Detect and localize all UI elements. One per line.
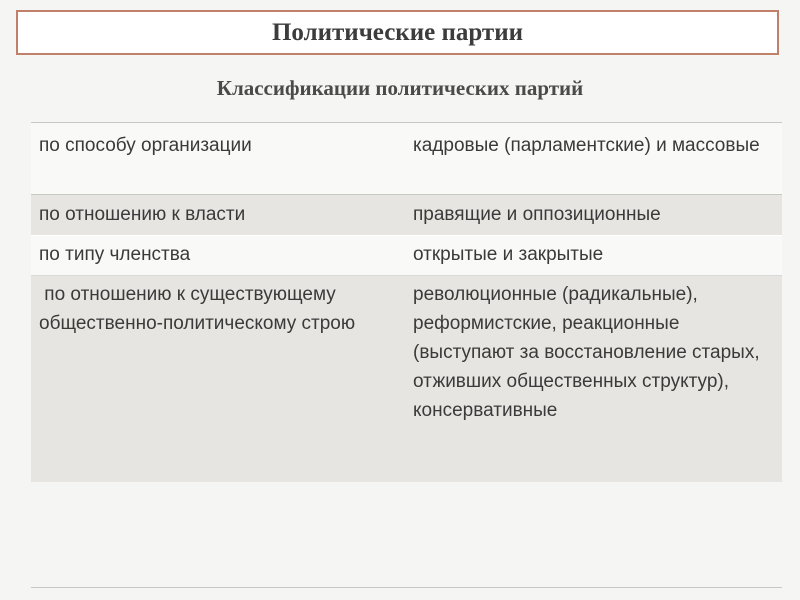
criterion-cell: по способу организации [39,135,252,156]
types-cell: революционные (радикальные), реформистские, реакционные (выступают за восстановление старых, отживших общественных структур), консервативные [413,284,760,421]
types-cell: правящие и оппозиционные [413,204,661,225]
table-bottom-divider [31,587,782,588]
slide-subtitle: Классификации политических партий [216,76,584,100]
table-row [31,195,782,236]
classification-table [31,122,782,482]
slide-title: Политические партии [271,18,524,46]
table-row [31,236,782,276]
table-row [31,276,782,482]
types-cell: открытые и закрытые [413,244,604,265]
table-row [31,122,782,195]
slide-title-box [16,10,779,55]
types-cell: кадровые (парламентские) и массовые [413,135,760,156]
criterion-cell: по отношению к власти [39,204,246,225]
criterion-cell: по типу членства [39,244,191,265]
criterion-cell: по отношению к существующему общественно-политическому строю [39,284,356,334]
